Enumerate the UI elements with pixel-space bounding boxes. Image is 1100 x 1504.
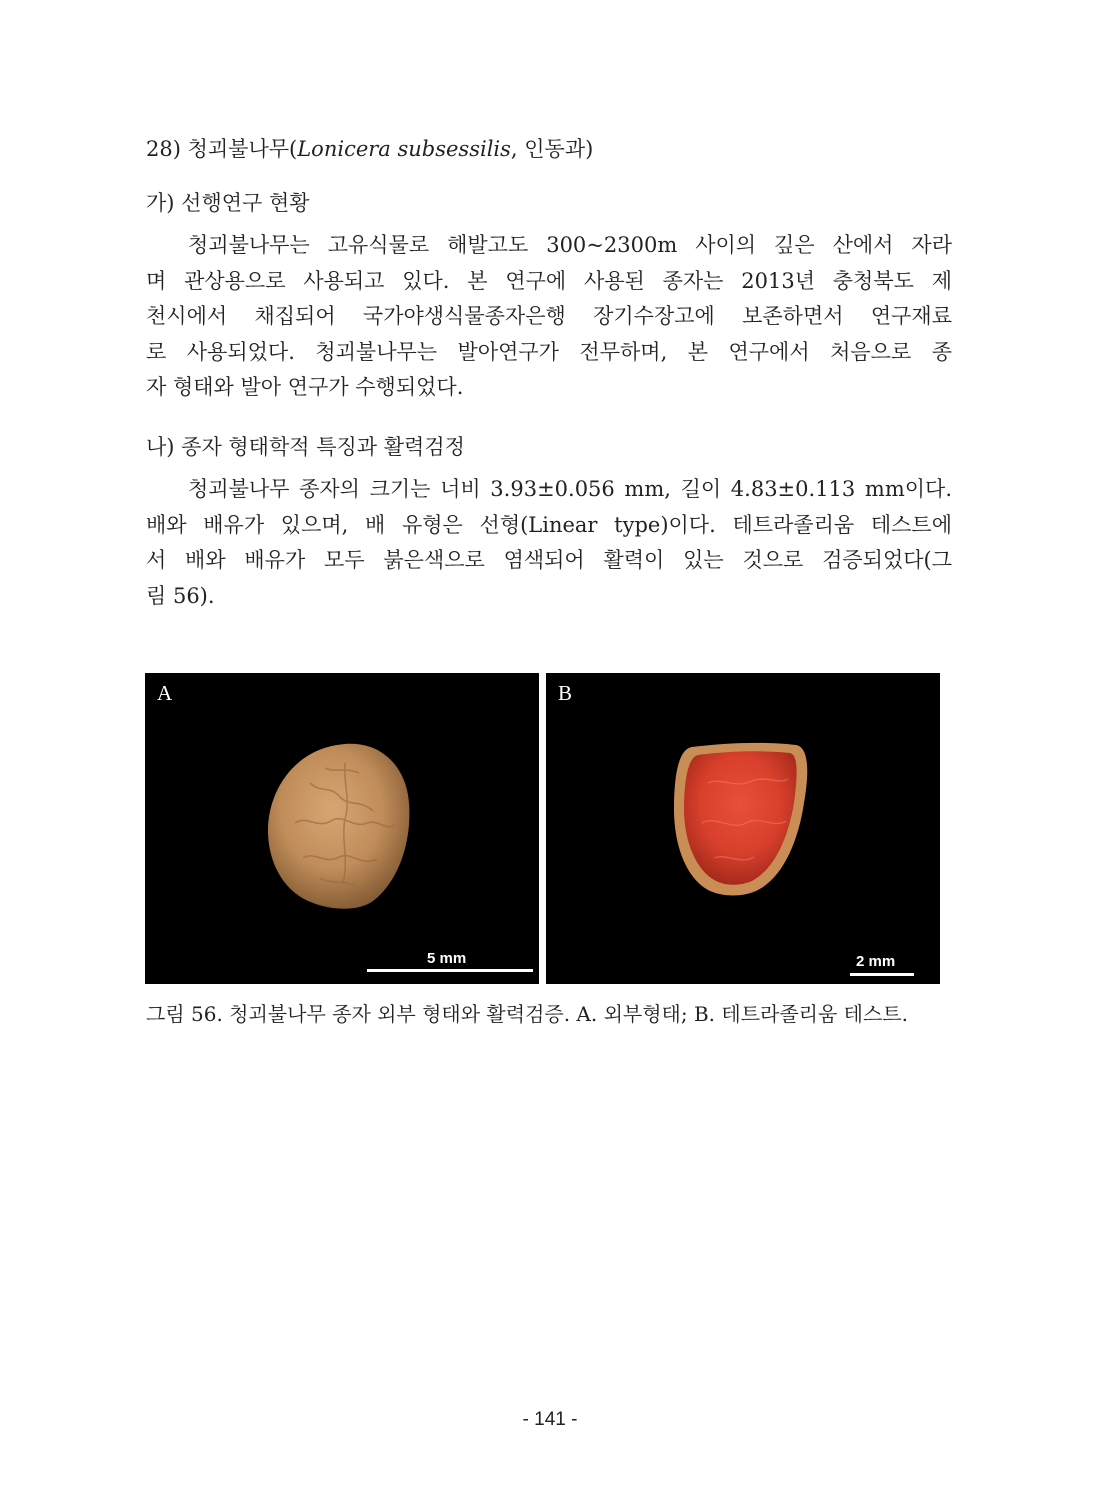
subsection-heading-prior-research: 가) 선행연구 현황 [146,191,310,215]
species-title [146,139,593,160]
seed-exterior-image [145,673,539,984]
paragraph-line: 청괴불나무는 고유식물로 해발고도 300~2300m 사이의 깊은 산에서 자라 [188,233,952,257]
paragraph-line: 배와 배유가 있으며, 배 유형은 선형(Linear type)이다. 테트라졸리움 테스트에 [146,512,952,537]
scale-bar-b [850,973,914,976]
scale-bar-label-a: 5 mm [427,950,467,967]
paragraph-line: 서 배와 배유가 모두 붉은색으로 염색되어 활력이 있는 것으로 검증되었다(그 [146,548,952,572]
panel-label-a: A [157,681,173,705]
figure-panel-a [145,673,539,984]
paragraph-line: 천시에서 채집되어 국가야생식물종자은행 장기수장고에 보존하면서 연구재료 [146,304,952,328]
paragraph-prior-research [146,228,952,406]
species-korean-name: 청괴불나무( [187,137,298,161]
paragraph-line: 자 형태와 발아 연구가 수행되었다. [146,375,464,399]
paragraph-line: 청괴불나무 종자의 크기는 너비 3.93±0.056 mm, 길이 4.83±0.113 mm이다. [188,477,952,501]
paragraph-line: 며 관상용으로 사용되고 있다. 본 연구에 사용된 종자는 2013년 충청북도 제 [146,268,952,293]
page-number: - 141 - [522,1409,578,1430]
figure-caption: 그림 56. 청괴불나무 종자 외부 형태와 활력검증. A. 외부형태; B. 테트라졸리움 테스트. [146,1002,908,1026]
figure-panel-b [546,673,940,984]
scale-bar-a [367,969,533,972]
species-family: , 인동과) [510,137,594,161]
section-number: 28) [146,137,181,161]
scale-bar-label-b: 2 mm [856,953,896,970]
subsection-heading-seed-morphology: 나) 종자 형태학적 특징과 활력검정 [146,435,465,459]
paragraph-seed-morphology [146,472,952,614]
panel-label-b: B [558,681,573,705]
tetrazolium-test-image [546,673,940,984]
paragraph-line: 림 56). [146,583,215,608]
paragraph-line: 로 사용되었다. 청괴불나무는 발아연구가 전무하며, 본 연구에서 처음으로 종 [146,339,952,364]
species-scientific-name: Lonicera subsessilis [297,137,511,161]
